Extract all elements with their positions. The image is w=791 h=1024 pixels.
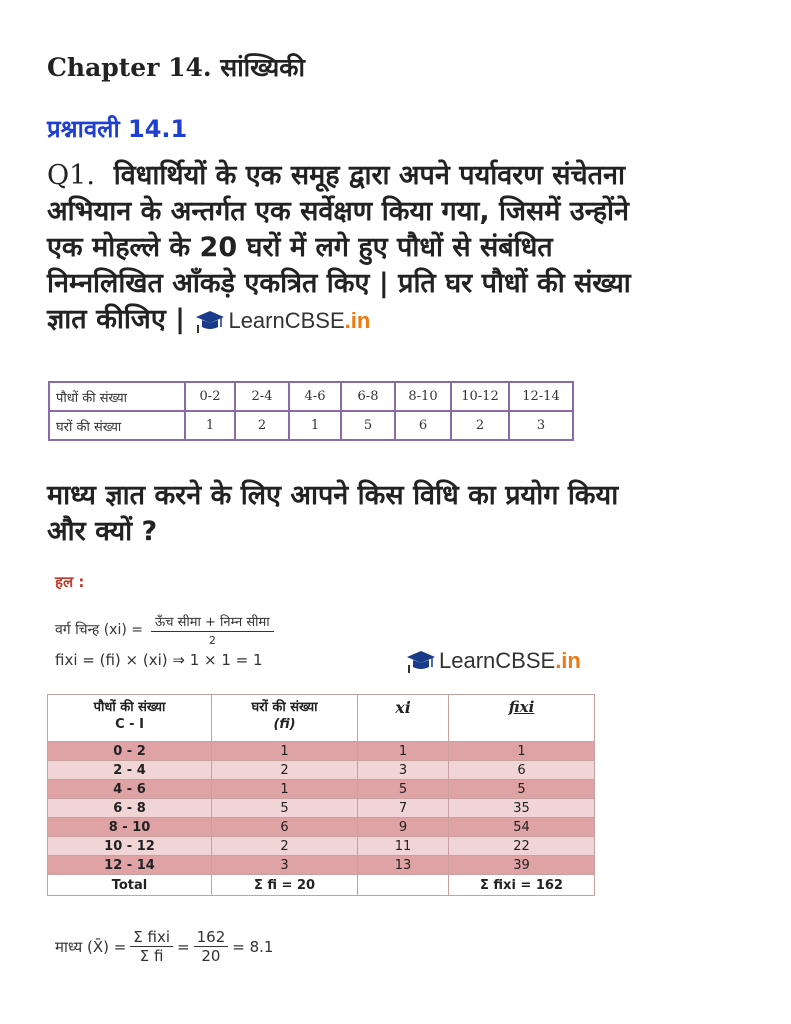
header-xi: xi: [358, 695, 449, 742]
class-cell: 2-4: [235, 382, 289, 411]
class-interval-cell: 8 - 10: [48, 818, 212, 837]
total-fi: Σ fi = 20: [212, 875, 358, 896]
solution-table: [47, 694, 595, 896]
mean-formula: [55, 928, 273, 965]
class-cell: 0-2: [185, 382, 235, 411]
class-interval-cell: 2 - 4: [48, 761, 212, 780]
data-table-header-plants: पौधों की संख्या: [49, 382, 185, 411]
table-row: [48, 856, 595, 875]
class-interval-cell: 0 - 2: [48, 742, 212, 761]
mean-fraction-2: [194, 928, 229, 965]
chapter-prefix: Chapter 14.: [47, 53, 212, 82]
header-frequency: घरों की संख्या: [251, 700, 318, 715]
class-mark-cell: 7: [358, 799, 449, 818]
frequency-cell: 2: [212, 837, 358, 856]
class-mark-denominator: 2: [208, 634, 216, 647]
logo-brand: LearnCBSE: [228, 307, 345, 333]
class-mark-cell: 9: [358, 818, 449, 837]
class-cell: 10-12: [451, 382, 509, 411]
frequency-cell: 2: [451, 411, 509, 440]
fixi-cell: 1: [449, 742, 595, 761]
mean-num-2: 162: [194, 928, 229, 947]
table-row: [48, 780, 595, 799]
class-interval-cell: 12 - 14: [48, 856, 212, 875]
class-mark-label: वर्ग चिन्ह (xi) =: [55, 622, 143, 638]
fixi-cell: 54: [449, 818, 595, 837]
fixi-cell: 22: [449, 837, 595, 856]
q1-line-2: अभियान के अन्तर्गत एक सर्वेक्षण किया गया, जिसमें उन्होंने: [47, 196, 630, 227]
table-row: [48, 761, 595, 780]
fixi-cell: 5: [449, 780, 595, 799]
header-fi: (fi): [273, 717, 296, 732]
logo-suffix: .in: [344, 307, 371, 333]
graduation-cap-icon: [194, 308, 226, 334]
mean-den-2: 20: [201, 947, 221, 965]
mean-label: माध्य (X̄) =: [55, 937, 127, 956]
logo-suffix: .in: [555, 648, 581, 673]
header-ci: C - I: [115, 717, 144, 732]
table-row: [48, 742, 595, 761]
header-fixi: fixi: [449, 695, 595, 742]
frequency-cell: 5: [212, 799, 358, 818]
data-table-row-classes: [49, 382, 573, 411]
question-label: Q1.: [47, 160, 95, 191]
frequency-cell: 3: [509, 411, 573, 440]
class-mark-cell: 3: [358, 761, 449, 780]
frequency-cell: 5: [341, 411, 395, 440]
class-mark-fraction: [151, 612, 274, 647]
graduation-cap-icon: [405, 648, 437, 674]
table-row: [48, 818, 595, 837]
mean-eq-1: =: [177, 937, 190, 956]
total-label: Total: [48, 875, 212, 896]
frequency-cell: 1: [212, 780, 358, 799]
class-mark-cell: 1: [358, 742, 449, 761]
frequency-cell: 2: [212, 761, 358, 780]
chapter-heading: [47, 50, 305, 84]
total-xi: [358, 875, 449, 896]
frequency-cell: 1: [289, 411, 341, 440]
q1-line-3: एक मोहल्ले के 20 घरों में लगे हुए पौधों से संबंधित: [47, 232, 553, 263]
question-2: [47, 478, 618, 550]
mean-result: = 8.1: [232, 937, 274, 956]
class-interval-cell: 10 - 12: [48, 837, 212, 856]
q2-line-1: माध्य ज्ञात करने के लिए आपने किस विधि का प्रयोग किया: [47, 480, 619, 511]
class-cell: 4-6: [289, 382, 341, 411]
chapter-title: सांख्यिकी: [220, 53, 305, 82]
fixi-formula: fixi = (fi) × (xi) ⇒ 1 × 1 = 1: [55, 651, 263, 669]
frequency-cell: 6: [212, 818, 358, 837]
class-mark-formula: [55, 612, 274, 647]
class-cell: 12-14: [509, 382, 573, 411]
solution-label: हल :: [55, 573, 85, 591]
class-cell: 8-10: [395, 382, 451, 411]
header-class-interval: पौधों की संख्या: [93, 700, 166, 715]
class-interval-cell: 6 - 8: [48, 799, 212, 818]
mean-num-1: Σ fixi: [130, 928, 173, 947]
solution-table-header: [48, 695, 595, 742]
data-table-header-houses: घरों की संख्या: [49, 411, 185, 440]
mean-fraction-1: [130, 928, 173, 965]
fixi-cell: 35: [449, 799, 595, 818]
total-row: [48, 875, 595, 896]
question-1: [47, 158, 747, 339]
fixi-cell: 6: [449, 761, 595, 780]
fixi-cell: 39: [449, 856, 595, 875]
mean-den-1: Σ fi: [139, 947, 164, 965]
table-row: [48, 837, 595, 856]
frequency-cell: 1: [212, 742, 358, 761]
exercise-title: प्रश्नावली 14.1: [47, 115, 188, 143]
q1-line-4: निम्नलिखित आँकड़े एकत्रित किए | प्रति घर पौधों की संख्या: [47, 268, 631, 299]
class-mark-cell: 5: [358, 780, 449, 799]
table-row: [48, 799, 595, 818]
q1-line-5: ज्ञात कीजिए |: [47, 304, 186, 335]
data-table-row-houses: [49, 411, 573, 440]
class-interval-cell: 4 - 6: [48, 780, 212, 799]
q1-line-1: विधार्थियों के एक समूह द्वारा अपने पर्यावरण संचेतना: [113, 160, 625, 191]
frequency-cell: 3: [212, 856, 358, 875]
class-mark-numerator: ऊँच सीमा + निम्न सीमा: [151, 612, 274, 632]
learncbse-logo[interactable]: [405, 648, 581, 674]
total-fixi: Σ fixi = 162: [449, 875, 595, 896]
logo-brand: LearnCBSE: [439, 648, 556, 673]
class-mark-cell: 11: [358, 837, 449, 856]
frequency-cell: 1: [185, 411, 235, 440]
data-table: [48, 381, 574, 441]
q2-line-2: और क्यों ?: [47, 516, 158, 547]
learncbse-logo[interactable]: [194, 303, 370, 339]
class-cell: 6-8: [341, 382, 395, 411]
class-mark-cell: 13: [358, 856, 449, 875]
frequency-cell: 6: [395, 411, 451, 440]
frequency-cell: 2: [235, 411, 289, 440]
